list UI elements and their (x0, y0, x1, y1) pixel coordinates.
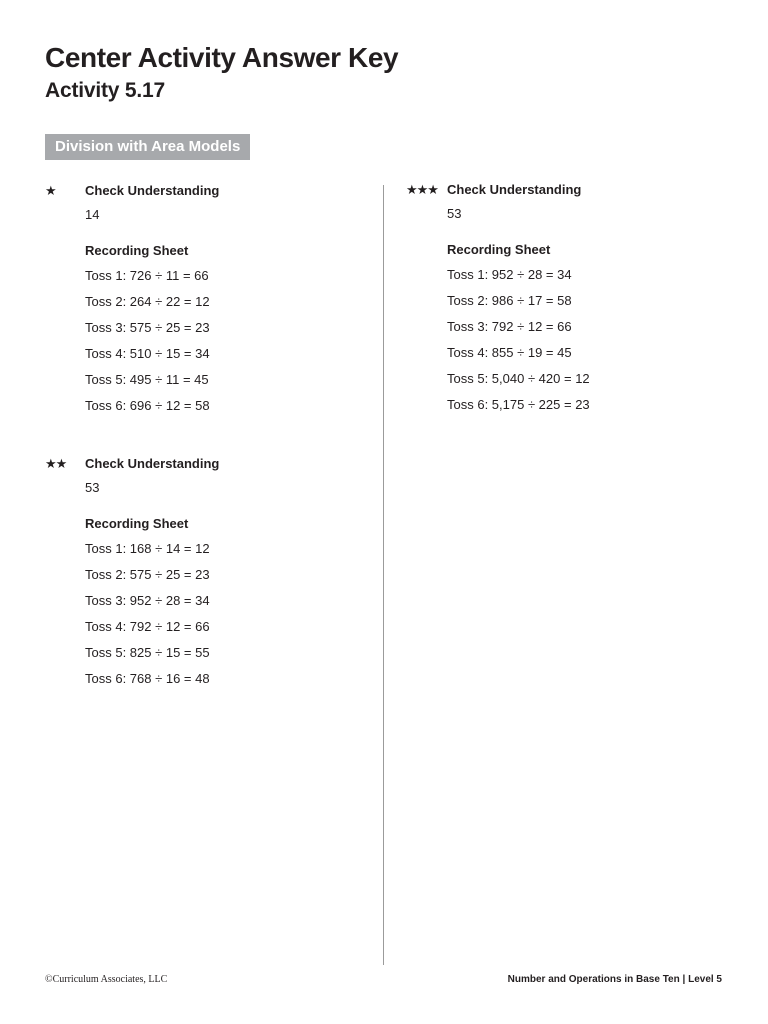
toss-item: Toss 2: 264 ÷ 22 = 12 (85, 294, 210, 309)
toss-item: Toss 1: 726 ÷ 11 = 66 (85, 268, 209, 283)
check-understanding-label: Check Understanding (447, 182, 582, 197)
course-footer: Number and Operations in Base Ten | Level 5 (507, 974, 722, 985)
check-understanding-label: Check Understanding (85, 183, 220, 198)
page-title: Center Activity Answer Key (45, 42, 399, 73)
recording-sheet-label: Recording Sheet (85, 516, 189, 531)
toss-item: Toss 4: 792 ÷ 12 = 66 (85, 619, 210, 634)
toss-list (85, 540, 345, 696)
toss-item: Toss 3: 792 ÷ 12 = 66 (447, 319, 572, 334)
toss-list (447, 266, 707, 422)
toss-item: Toss 5: 825 ÷ 15 = 55 (85, 645, 210, 660)
toss-item: Toss 1: 952 ÷ 28 = 34 (447, 267, 572, 282)
toss-item: Toss 6: 696 ÷ 12 = 58 (85, 398, 210, 413)
toss-item: Toss 4: 510 ÷ 15 = 34 (85, 346, 210, 361)
toss-item: Toss 3: 952 ÷ 28 = 34 (85, 593, 210, 608)
star-rating-icon: ★ (45, 183, 56, 198)
toss-item: Toss 3: 575 ÷ 25 = 23 (85, 320, 210, 335)
toss-item: Toss 2: 986 ÷ 17 = 58 (447, 293, 572, 308)
recording-sheet-label: Recording Sheet (447, 242, 551, 257)
column-divider (383, 185, 384, 965)
toss-item: Toss 5: 5,040 ÷ 420 = 12 (447, 371, 590, 386)
activity-subtitle: Activity 5.17 (45, 79, 165, 102)
toss-item: Toss 6: 768 ÷ 16 = 48 (85, 671, 210, 686)
toss-item: Toss 6: 5,175 ÷ 225 = 23 (447, 397, 590, 412)
toss-item: Toss 5: 495 ÷ 11 = 45 (85, 372, 209, 387)
recording-sheet-label: Recording Sheet (85, 243, 189, 258)
toss-item: Toss 2: 575 ÷ 25 = 23 (85, 567, 210, 582)
star-rating-icon: ★★ (45, 456, 67, 471)
toss-item: Toss 4: 855 ÷ 19 = 45 (447, 345, 572, 360)
check-understanding-value: 14 (85, 207, 100, 222)
toss-item: Toss 1: 168 ÷ 14 = 12 (85, 541, 210, 556)
toss-list (85, 267, 345, 423)
section-banner: Division with Area Models (45, 134, 250, 160)
check-understanding-label: Check Understanding (85, 456, 220, 471)
check-understanding-value: 53 (447, 206, 462, 221)
copyright-notice: ©Curriculum Associates, LLC (45, 974, 168, 985)
star-rating-icon: ★★★ (406, 182, 438, 197)
check-understanding-value: 53 (85, 480, 100, 495)
